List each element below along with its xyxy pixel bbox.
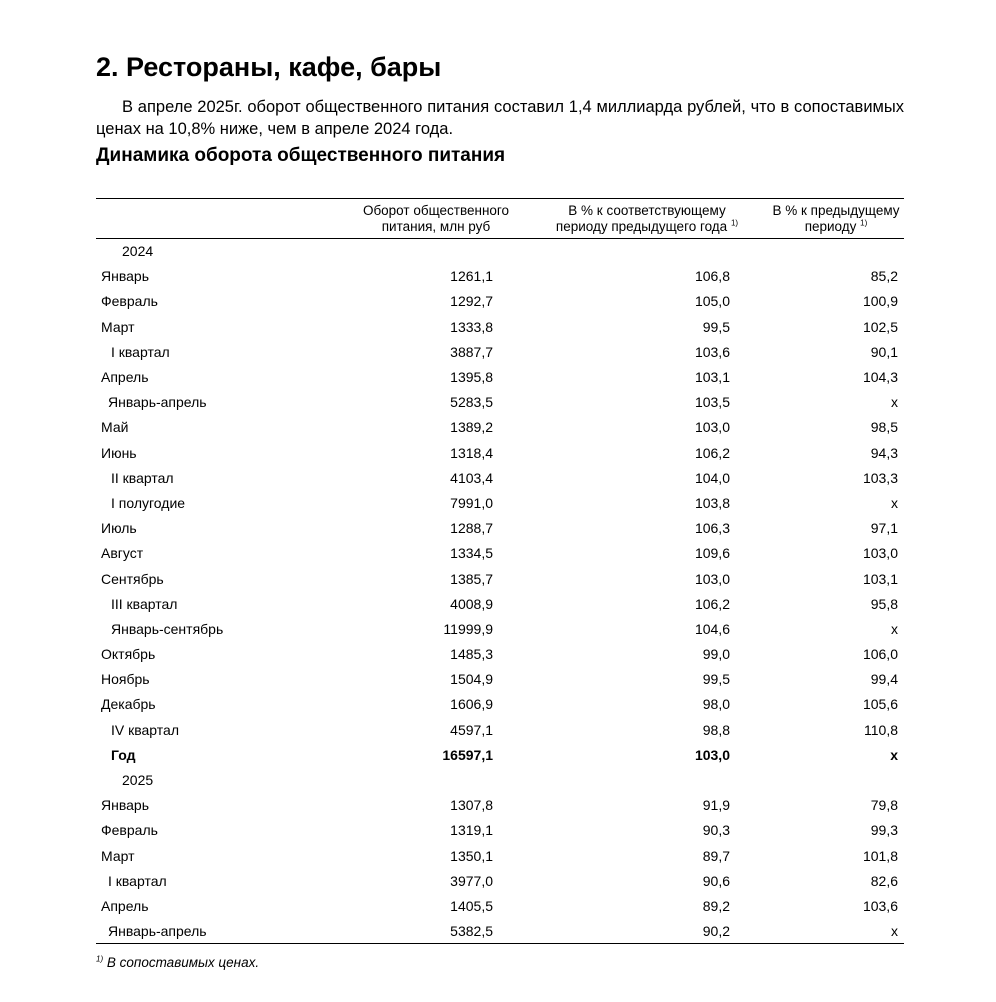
cell-turnover	[328, 767, 528, 792]
cell-yoy: 98,8	[702, 721, 730, 738]
table-row	[96, 490, 904, 515]
cell-mom: 82,6	[870, 872, 898, 889]
row-label: Июнь	[101, 444, 137, 461]
turnover-table	[96, 198, 904, 944]
section-title: 2. Рестораны, кафе, бары	[96, 52, 442, 82]
cell-mom: 104,3	[862, 369, 898, 386]
cell-yoy: 109,6	[694, 545, 730, 562]
row-label: Апрель	[101, 897, 149, 914]
row-label: Год	[111, 746, 136, 763]
cell-turnover: 1288,7	[450, 520, 493, 537]
table-row	[96, 339, 904, 364]
cell-yoy: 104,0	[694, 469, 730, 486]
footnote-mark: 1)	[860, 218, 868, 227]
cell-mom: 103,6	[862, 897, 898, 914]
cell-yoy: 89,7	[702, 847, 730, 864]
cell-mom: 94,3	[870, 444, 898, 461]
cell-yoy: 99,0	[702, 646, 730, 663]
table-row	[96, 767, 904, 792]
cell-mom	[748, 767, 904, 792]
table-row	[96, 818, 904, 843]
cell-turnover: 1334,5	[450, 545, 493, 562]
row-label: 2025	[122, 772, 154, 789]
cell-mom: x	[748, 919, 904, 944]
cell-turnover: 3977,0	[450, 872, 493, 889]
cell-turnover: 1504,9	[450, 671, 493, 688]
footnote-mark: 1)	[730, 218, 739, 227]
table-row	[96, 616, 904, 641]
table-row	[96, 415, 904, 440]
cell-yoy: 103,8	[694, 494, 730, 511]
table-row	[96, 364, 904, 389]
cell-mom	[748, 239, 904, 264]
row-label: I квартал	[108, 872, 167, 889]
cell-turnover: 1606,9	[450, 696, 493, 713]
cell-turnover: 4008,9	[450, 595, 493, 612]
row-label: Декабрь	[101, 696, 156, 713]
table-row	[96, 893, 904, 918]
table-row	[96, 516, 904, 541]
cell-turnover: 7991,0	[450, 494, 493, 511]
row-label: Апрель	[101, 369, 149, 386]
cell-mom: 103,1	[862, 570, 898, 587]
cell-mom: x	[891, 620, 898, 637]
cell-yoy: 106,3	[694, 520, 730, 537]
row-label: II квартал	[111, 469, 174, 486]
cell-turnover: 1292,7	[450, 293, 493, 310]
table-row	[96, 717, 904, 742]
table-row	[96, 239, 904, 264]
cell-yoy: 99,5	[702, 671, 730, 688]
cell-mom: 97,1	[870, 520, 898, 537]
cell-yoy: 103,0	[694, 746, 730, 763]
table-row	[96, 667, 904, 692]
row-label: Январь-сентябрь	[111, 620, 224, 637]
row-label: Январь-апрель	[96, 919, 328, 944]
table-row	[96, 742, 904, 767]
header-mom: В % к предыдущему периоду $^{1)}$	[748, 199, 904, 239]
cell-mom: 101,8	[862, 847, 898, 864]
cell-yoy: 99,5	[702, 318, 730, 335]
cell-yoy: 90,3	[702, 822, 730, 839]
cell-turnover: 1318,4	[450, 444, 493, 461]
cell-yoy: 105,0	[694, 293, 730, 310]
table-row	[96, 440, 904, 465]
table-row	[96, 465, 904, 490]
cell-yoy: 106,8	[694, 268, 730, 285]
row-label: Февраль	[101, 293, 158, 310]
cell-turnover: 1485,3	[450, 646, 493, 663]
table-row	[96, 591, 904, 616]
cell-turnover: 5283,5	[450, 394, 493, 411]
row-label: Ноябрь	[101, 671, 150, 688]
table-row	[96, 642, 904, 667]
row-label: Март	[101, 847, 135, 864]
cell-turnover: 1395,8	[450, 369, 493, 386]
row-label: Сентябрь	[101, 570, 164, 587]
intro-paragraph: В апреле 2025г. оборот общественного питания составил 1,4 миллиарда рублей, что в сопоставимых ценах на 10,8% ниже, чем в апреле 2024 года.	[96, 98, 904, 138]
row-label: 2024	[122, 243, 154, 260]
cell-yoy: 104,6	[694, 620, 730, 637]
row-label: Октябрь	[101, 646, 156, 663]
cell-yoy: 103,5	[694, 394, 730, 411]
cell-mom: 99,3	[870, 822, 898, 839]
table-row	[96, 541, 904, 566]
cell-yoy: 106,2	[694, 444, 730, 461]
cell-mom: 79,8	[870, 797, 898, 814]
cell-mom: 105,6	[862, 696, 898, 713]
cell-turnover: 1261,1	[450, 268, 493, 285]
header-yoy: В % к соответствующему периоду предыдущего года $^{1)}$	[528, 199, 748, 239]
cell-turnover: 1333,8	[450, 318, 493, 335]
cell-mom: 106,0	[862, 646, 898, 663]
cell-yoy: 103,0	[694, 419, 730, 436]
cell-mom: 103,0	[862, 545, 898, 562]
cell-turnover: 11999,9	[443, 620, 493, 637]
cell-turnover: 4103,4	[450, 469, 493, 486]
cell-turnover: 1350,1	[450, 847, 493, 864]
cell-yoy: 90,2	[528, 919, 748, 944]
cell-mom: 90,1	[870, 343, 898, 360]
cell-turnover: 4597,1	[450, 721, 493, 738]
cell-mom: 85,2	[870, 268, 898, 285]
cell-mom: 103,3	[862, 469, 898, 486]
cell-mom: 100,9	[862, 293, 898, 310]
cell-mom: x	[890, 746, 898, 763]
row-label: Март	[101, 318, 135, 335]
cell-turnover: 5382,5	[328, 919, 528, 944]
cell-mom: 98,5	[870, 419, 898, 436]
table-row	[96, 314, 904, 339]
row-label: Январь	[101, 268, 149, 285]
row-label: Август	[101, 545, 144, 562]
cell-turnover: 1319,1	[450, 822, 493, 839]
header-blank	[96, 199, 328, 239]
row-label: Февраль	[101, 822, 158, 839]
cell-yoy: 91,9	[702, 797, 730, 814]
row-label: III квартал	[111, 595, 178, 612]
cell-yoy: 89,2	[702, 897, 730, 914]
cell-mom: 110,8	[864, 721, 898, 738]
cell-mom: 95,8	[870, 595, 898, 612]
cell-yoy	[528, 767, 748, 792]
cell-mom: 102,5	[862, 318, 898, 335]
cell-yoy: 98,0	[702, 696, 730, 713]
table-row	[96, 264, 904, 289]
cell-yoy: 103,6	[694, 343, 730, 360]
cell-turnover: 1385,7	[450, 570, 493, 587]
table-title: Динамика оборота общественного питания	[96, 145, 506, 166]
table-body	[96, 239, 904, 944]
row-label: IV квартал	[111, 721, 179, 738]
cell-turnover: 16597,1	[442, 746, 493, 763]
cell-mom: x	[891, 394, 898, 411]
cell-yoy: 106,2	[694, 595, 730, 612]
table-header-row	[96, 199, 904, 239]
cell-turnover: 1307,8	[450, 797, 493, 814]
table-row	[96, 390, 904, 415]
table-row	[96, 289, 904, 314]
row-label: Январь	[101, 797, 149, 814]
cell-turnover: 3887,7	[450, 343, 493, 360]
header-turnover: Оборот общественного питания, млн руб	[328, 199, 528, 239]
cell-yoy	[528, 239, 748, 264]
cell-mom: 99,4	[870, 671, 898, 688]
footnote-mark: 1)	[96, 954, 104, 964]
cell-turnover: 1405,5	[450, 897, 493, 914]
row-label: Май	[101, 419, 129, 436]
cell-yoy: 103,1	[694, 369, 730, 386]
table-row	[96, 868, 904, 893]
table-row	[96, 692, 904, 717]
table-row	[96, 919, 904, 944]
cell-turnover: 1389,2	[450, 419, 493, 436]
table-row	[96, 566, 904, 591]
row-label: Июль	[101, 520, 137, 537]
row-label: I квартал	[111, 343, 170, 360]
footnote	[96, 955, 259, 970]
row-label: Январь-апрель	[108, 394, 207, 411]
cell-mom: x	[891, 494, 898, 511]
cell-yoy: 103,0	[694, 570, 730, 587]
cell-turnover	[328, 239, 528, 264]
footnote-text: В сопоставимых ценах.	[106, 955, 260, 970]
table-row	[96, 793, 904, 818]
row-label: I полугодие	[111, 494, 186, 511]
table-row	[96, 843, 904, 868]
cell-yoy: 90,6	[702, 872, 730, 889]
